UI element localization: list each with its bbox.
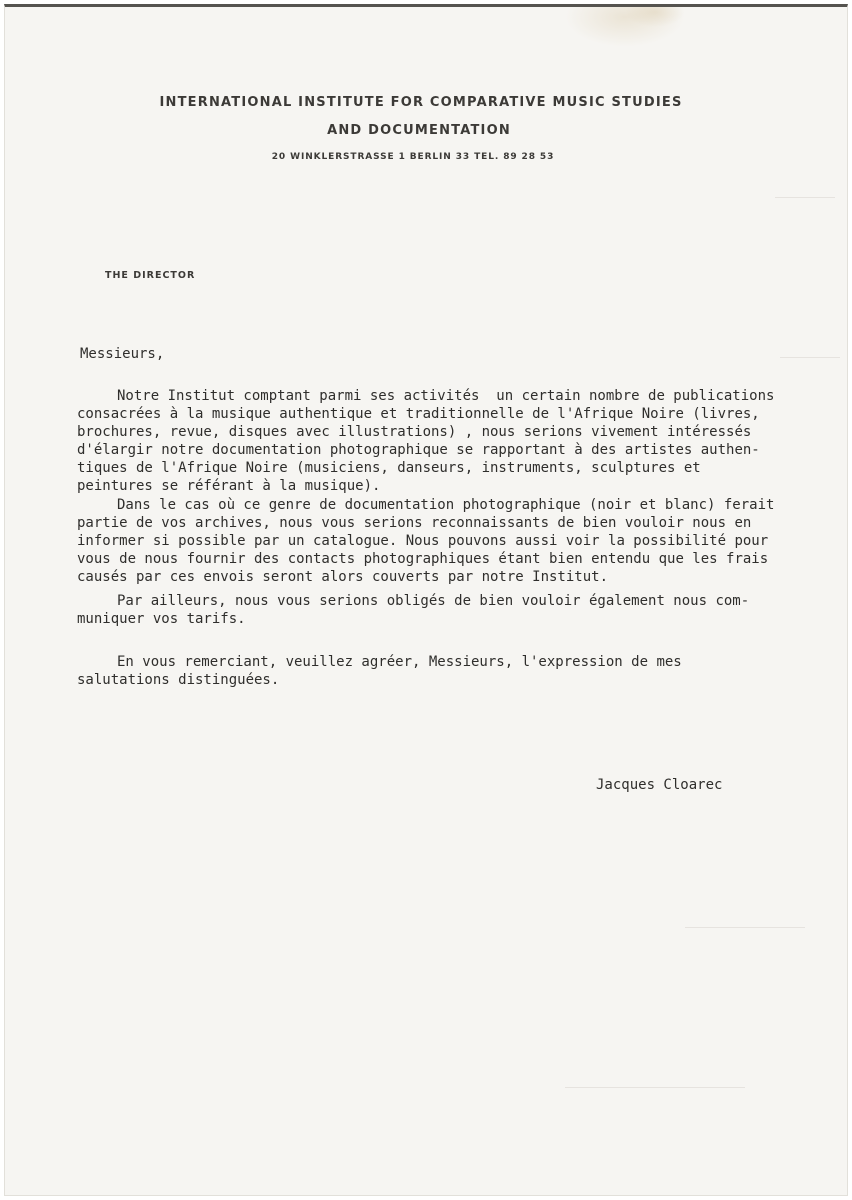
faint-bleedthrough-mark (565, 1087, 745, 1088)
body-line: peintures se référant à la musique). (77, 478, 381, 494)
body-line: partie de vos archives, nous vous serions reconnaissants de bien vouloir nous en (77, 515, 752, 531)
body-line: muniquer vos tarifs. (77, 611, 246, 627)
salutation: Messieurs, (80, 346, 165, 362)
body-line: salutations distinguées. (77, 672, 280, 688)
faint-bleedthrough-mark (775, 197, 835, 198)
body-line: Par ailleurs, nous vous serions obligés de bien vouloir également nous com- (117, 593, 750, 609)
letter-page (4, 4, 848, 1196)
letterhead-institute-name: INTERNATIONAL INSTITUTE FOR COMPARATIVE MUSIC STUDIES (159, 95, 683, 110)
body-line: consacrées à la musique authentique et traditionnelle de l'Afrique Noire (livres, (77, 406, 760, 422)
letterhead-address: 20 WINKLERSTRASSE 1 BERLIN 33 TEL. 89 28 53 (271, 152, 555, 162)
body-line: brochures, revue, disques avec illustrations) , nous serions vivement intéressés (77, 424, 752, 440)
body-line: Notre Institut comptant parmi ses activités un certain nombre de publications (117, 388, 775, 404)
director-label: THE DIRECTOR (105, 270, 196, 281)
signature: Jacques Cloarec (596, 777, 723, 793)
letterhead-institute-subtitle: AND DOCUMENTATION (327, 123, 511, 138)
body-line: tiques de l'Afrique Noire (musiciens, danseurs, instruments, sculptures et (77, 460, 701, 476)
faint-bleedthrough-mark (685, 927, 805, 928)
faint-bleedthrough-mark (780, 357, 840, 358)
body-line: Dans le cas où ce genre de documentation photographique (noir et blanc) ferait (117, 497, 775, 513)
body-line: vous de nous fournir des contacts photographiques étant bien entendu que les frais (77, 551, 769, 567)
body-line: d'élargir notre documentation photographique se rapportant à des artistes authen- (77, 442, 760, 458)
body-line: informer si possible par un catalogue. Nous pouvons aussi voir la possibilité pour (77, 533, 769, 549)
body-line: causés par ces envois seront alors couverts par notre Institut. (77, 569, 609, 585)
body-line: En vous remerciant, veuillez agréer, Messieurs, l'expression de mes (117, 654, 682, 670)
